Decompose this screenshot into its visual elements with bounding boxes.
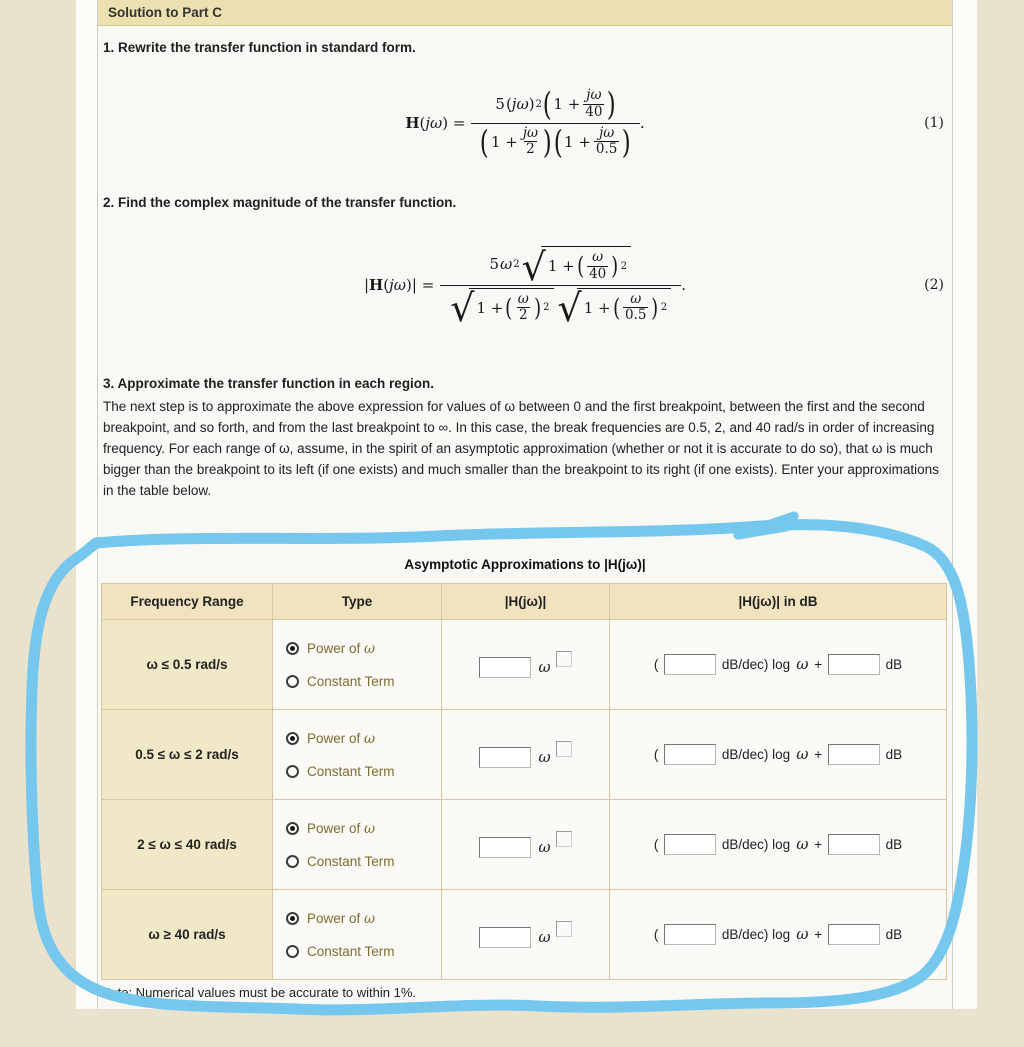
omega-symbol: ω [538,927,551,946]
frequency-range-cell [102,800,273,890]
equation-1 [98,71,952,175]
radio-option-constant-term[interactable] [286,764,441,779]
power-of-omega-label: Power of ω [307,910,376,927]
plus-sign: + [814,657,823,672]
radio-option-power-of-omega[interactable] [286,821,441,837]
db-per-decade-label: dB/dec) log [721,837,791,852]
equation-1-lhs: H(jω) = [405,114,466,132]
power-of-omega-label: Power of ω [307,820,376,837]
radio-option-power-of-omega[interactable] [286,731,441,747]
db-slope-input[interactable] [664,924,716,945]
db-per-decade-label: dB/dec) log [721,927,791,942]
equation-1-number: (1) [924,115,944,131]
constant-term-label: Constant Term [307,763,395,779]
db-unit-label: dB [885,837,903,852]
type-cell [273,620,442,710]
section-header-bar [98,0,952,26]
frequency-range-label: ω ≥ 40 rad/s [148,927,226,942]
solution-panel [97,0,953,1009]
magnitude-db-cell [610,710,947,800]
table-header-row [102,584,947,620]
db-open-paren: ( [653,927,659,942]
constant-term-label: Constant Term [307,673,395,689]
db-per-decade-label: dB/dec) log [721,657,791,672]
equation-1-fraction: 5 ( jω ) 2 ( 1 + $\frac{j\omega}{40}$ ) ( 1 + $\frac{j\omega}{2}$ ) ( 1 + $\frac{j\omega}{0.5}$ ) [471,86,639,159]
plus-sign: + [814,747,823,762]
table-row [102,890,947,980]
magnitude-exponent-input[interactable] [556,921,572,937]
magnitude-exponent-input[interactable] [556,651,572,667]
type-cell [273,710,442,800]
radio-power-of-omega-icon[interactable] [286,732,299,745]
table-row [102,800,947,890]
frequency-range-cell [102,620,273,710]
radio-power-of-omega-icon[interactable] [286,642,299,655]
magnitude-cell [442,620,610,710]
magnitude-exponent-input[interactable] [556,831,572,847]
radio-power-of-omega-icon[interactable] [286,822,299,835]
db-open-paren: ( [653,747,659,762]
magnitude-coefficient-input[interactable] [479,657,531,678]
magnitude-db-cell [610,800,947,890]
db-unit-label: dB [885,747,903,762]
accuracy-note: Note: Numerical values must be accurate to within 1%. [101,985,417,1000]
plus-sign: + [814,837,823,852]
header-magnitude-db: |H(jω)| in dB [610,584,947,620]
frequency-range-label: 2 ≤ ω ≤ 40 rad/s [137,837,237,852]
magnitude-db-cell [610,890,947,980]
omega-symbol: ω [796,655,809,673]
db-unit-label: dB [885,657,903,672]
constant-term-label: Constant Term [307,853,395,869]
step3-heading: 3. Approximate the transfer function in each region. [103,376,435,391]
frequency-range-label: 0.5 ≤ ω ≤ 2 rad/s [135,747,239,762]
db-per-decade-label: dB/dec) log [721,747,791,762]
omega-symbol: ω [796,745,809,763]
radio-constant-term-icon[interactable] [286,765,299,778]
frequency-range-cell [102,890,273,980]
step3-paragraph: The next step is to approximate the above expression for values of ω between 0 and the first breakpoint, between the first and the second breakpoint, and so forth, and from the last breakpoint to ∞. In this case, the break frequencies are 0.5, 2, and 40 rad/s in order of increasing frequency. For each range of ω, assume, in the spirit of an asymptotic approximation (whether or not it is accurate to do so), that ω is much bigger than the breakpoint to its left (if one exists) and much smaller than the breakpoint to its right (if one exists). Enter your approximations in the table below. [103,399,939,498]
radio-option-power-of-omega[interactable] [286,641,441,657]
step2-heading: 2. Find the complex magnitude of the transfer function. [103,195,457,210]
omega-symbol: ω [796,835,809,853]
magnitude-cell [442,890,610,980]
equation-2-fraction: 5 ω 2 √ 1 + ( $\frac{\omega}{40}$ ) 2 √ 1 + ( $\frac{\omega}{2}$ ) 2 √ 1 + ( $\frac{\omega}{0.5}$ ) 2 [440,244,681,325]
magnitude-db-cell [610,620,947,710]
equation-2-number: (2) [924,277,944,293]
magnitude-cell [442,710,610,800]
section-title: Solution to Part C [108,5,222,20]
radio-power-of-omega-icon[interactable] [286,912,299,925]
header-magnitude: |H(jω)| [442,584,610,620]
db-slope-input[interactable] [664,744,716,765]
db-intercept-input[interactable] [828,834,880,855]
omega-symbol: ω [538,747,551,766]
magnitude-coefficient-input[interactable] [479,837,531,858]
omega-symbol: ω [538,837,551,856]
magnitude-exponent-input[interactable] [556,741,572,757]
radio-constant-term-icon[interactable] [286,945,299,958]
db-intercept-input[interactable] [828,924,880,945]
header-type: Type [273,584,442,620]
equation-1-body: H(jω) = 5 ( jω ) 2 ( 1 + $\frac{j\omega}{40}$ ) ( 1 + $\frac{j\omega}{2}$ ) ( 1 + $\frac{j\omega}{0.5}$ ) . [405,85,645,161]
table-row [102,710,947,800]
equation-2 [98,226,952,344]
plus-sign: + [814,927,823,942]
radio-constant-term-icon[interactable] [286,675,299,688]
table-row [102,620,947,710]
table-title: Asymptotic Approximations to |H(jω)| [404,557,646,572]
db-open-paren: ( [653,837,659,852]
frequency-range-cell [102,710,273,800]
db-intercept-input[interactable] [828,744,880,765]
approximations-table [101,583,947,980]
db-unit-label: dB [885,927,903,942]
radio-option-power-of-omega[interactable] [286,911,441,927]
db-intercept-input[interactable] [828,654,880,675]
magnitude-cell [442,800,610,890]
radio-option-constant-term[interactable] [286,674,441,689]
db-slope-input[interactable] [664,654,716,675]
constant-term-label: Constant Term [307,943,395,959]
approximation-table-section [98,557,952,1000]
radio-option-constant-term[interactable] [286,854,441,869]
equation-2-body: |H(jω)| = 5 ω 2 √ 1 + ( $\frac{\omega}{40}$ ) 2 √ 1 + ( $\frac{\omega}{2}$ ) 2 √ 1 + ( $\frac{\omega}{0.5}$ ) 2 . [363,244,687,330]
omega-symbol: ω [538,657,551,676]
db-slope-input[interactable] [664,834,716,855]
omega-symbol: ω [796,925,809,943]
power-of-omega-label: Power of ω [307,730,376,747]
power-of-omega-label: Power of ω [307,640,376,657]
magnitude-coefficient-input[interactable] [479,927,531,948]
radio-constant-term-icon[interactable] [286,855,299,868]
equation-2-lhs: |H(jω)| = [363,276,435,294]
type-cell [273,890,442,980]
magnitude-coefficient-input[interactable] [479,747,531,768]
db-open-paren: ( [653,657,659,672]
step1-heading: 1. Rewrite the transfer function in standard form. [103,40,416,55]
frequency-range-label: ω ≤ 0.5 rad/s [146,657,228,672]
header-frequency-range: Frequency Range [102,584,273,620]
type-cell [273,800,442,890]
radio-option-constant-term[interactable] [286,944,441,959]
